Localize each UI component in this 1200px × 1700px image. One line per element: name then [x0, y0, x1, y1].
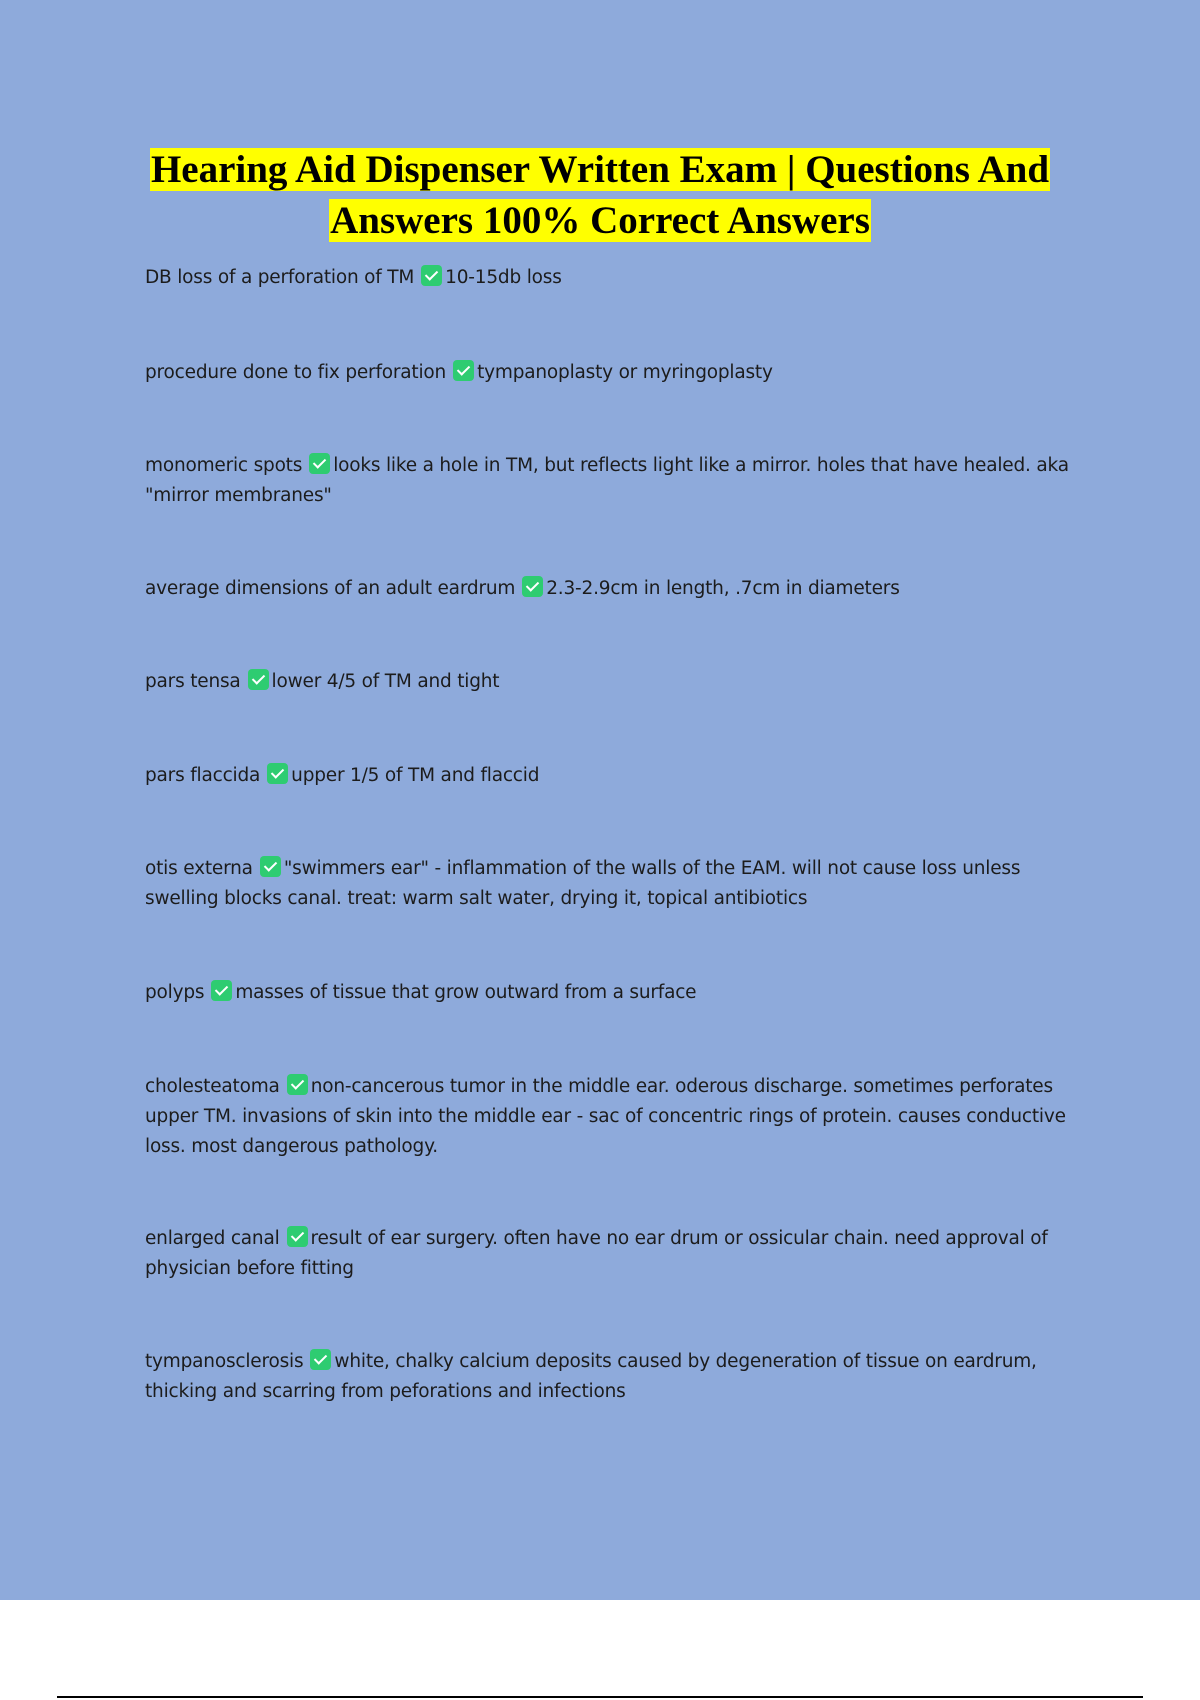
- qa-item: [145, 263, 1075, 293]
- check-mark-icon: [267, 763, 288, 784]
- check-mark-icon: [309, 453, 330, 474]
- answer-text: upper 1/5 of TM and flaccid: [291, 765, 540, 786]
- question-text: tympanosclerosis: [145, 1351, 304, 1372]
- question-text: cholesteatoma: [145, 1076, 280, 1097]
- answer-text: tympanoplasty or myringoplasty: [477, 362, 773, 383]
- check-mark-icon: [248, 669, 269, 690]
- footer-divider: [57, 1696, 1143, 1698]
- check-mark-icon: [310, 1349, 331, 1370]
- qa-item: [145, 358, 1075, 388]
- question-text: pars flaccida: [145, 765, 261, 786]
- qa-item: [145, 451, 1075, 511]
- question-text: otis externa: [145, 858, 253, 879]
- document-title: [100, 144, 1100, 246]
- answer-text: 2.3-2.9cm in length, .7cm in diameters: [546, 578, 900, 599]
- check-mark-icon: [260, 856, 281, 877]
- check-mark-icon: [522, 576, 543, 597]
- qa-item: [145, 978, 1075, 1008]
- answer-text: result of ear surgery. often have no ear drum or ossicular chain. need approval of physician before fitting: [145, 1228, 1048, 1279]
- question-text: polyps: [145, 982, 205, 1003]
- answer-text: white, chalky calcium deposits caused by degeneration of tissue on eardrum, thicking and scarring from peforations and infections: [145, 1351, 1037, 1402]
- qa-item: [145, 854, 1075, 914]
- qa-item: [145, 574, 1075, 604]
- answer-text: masses of tissue that grow outward from a surface: [235, 982, 697, 1003]
- check-mark-icon: [287, 1074, 308, 1095]
- check-mark-icon: [453, 360, 474, 381]
- check-mark-icon: [211, 980, 232, 1001]
- check-mark-icon: [287, 1226, 308, 1247]
- answer-text: non-cancerous tumor in the middle ear. oderous discharge. sometimes perforates upper TM. invasions of skin into the middle ear - sac of concentric rings of protein. causes conductive loss. most dangerous pathology.: [145, 1076, 1066, 1157]
- qa-item: [145, 1347, 1075, 1407]
- answer-text: looks like a hole in TM, but reflects light like a mirror. holes that have healed. aka "mirror membranes": [145, 455, 1069, 506]
- qa-item: [145, 761, 1075, 791]
- title-line-1: Hearing Aid Dispenser Written Exam | Questions And: [150, 148, 1050, 191]
- question-text: pars tensa: [145, 671, 241, 692]
- question-text: procedure done to fix perforation: [145, 362, 447, 383]
- qa-item: [145, 667, 1075, 697]
- question-text: average dimensions of an adult eardrum: [145, 578, 516, 599]
- title-line-2: Answers 100% Correct Answers: [330, 199, 870, 242]
- qa-item: [145, 1072, 1075, 1162]
- answer-text: 10-15db loss: [445, 267, 562, 288]
- question-text: DB loss of a perforation of TM: [145, 267, 415, 288]
- qa-item: [145, 1224, 1075, 1284]
- question-text: enlarged canal: [145, 1228, 280, 1249]
- question-text: monomeric spots: [145, 455, 303, 476]
- answer-text: "swimmers ear" - inflammation of the walls of the EAM. will not cause loss unless swelling blocks canal. treat: warm salt water, drying it, topical antibiotics: [145, 858, 1021, 909]
- check-mark-icon: [421, 265, 442, 286]
- answer-text: lower 4/5 of TM and tight: [271, 671, 500, 692]
